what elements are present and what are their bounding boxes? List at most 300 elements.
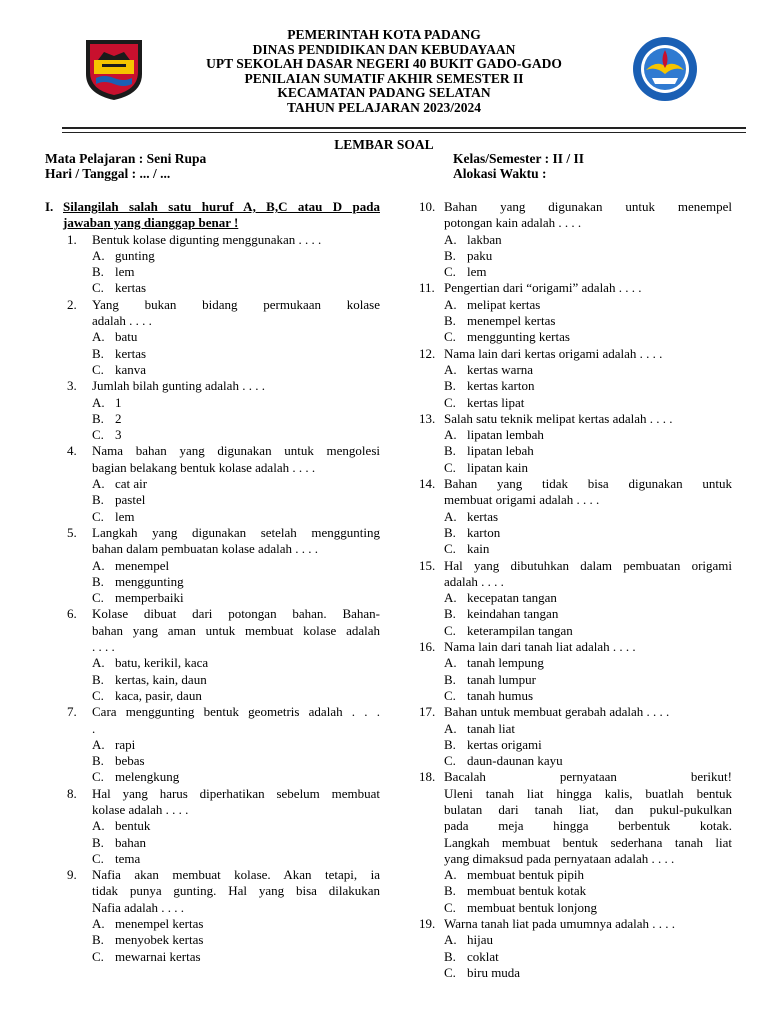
question-text: adalah . . . . [92,313,152,329]
question-number: 8. [67,785,77,801]
option-letter: C. [92,361,104,377]
option-text: memperbaiki [115,590,184,606]
question-text: Hal yang harus diperhatikan sebelum membuat [92,785,380,801]
option-letter: C. [92,508,104,524]
question-item [419,476,732,557]
question-line [419,280,732,296]
question-text: Nama bahan yang digunakan untuk mengolesi [92,443,380,459]
question-line [45,802,380,818]
option-text: menempel kertas [115,916,204,932]
answer-option [419,264,732,280]
option-letter: B. [92,264,104,280]
question-line [45,623,380,639]
option-letter: C. [444,329,456,345]
option-text: bahan [115,834,147,850]
question-text: yang dimaksud pada pernyataan adalah . . . . [444,850,675,866]
question-number: 4. [67,443,77,459]
answer-option [419,672,732,688]
option-letter: A. [92,916,105,932]
question-line [419,851,732,867]
option-text: menggunting [115,573,184,589]
question-line [419,818,732,834]
answer-option [45,427,380,443]
question-line [419,411,732,427]
question-text: Salah satu teknik melipat kertas adalah . . . . [444,410,673,426]
section-instruction-1: Silangilah salah satu huruf A, B,C atau D pada [63,199,380,214]
answer-option [45,558,380,574]
question-text: Nafia adalah . . . . [92,899,185,915]
question-line [45,883,380,899]
option-letter: C. [444,264,456,280]
question-number: 13. [419,410,436,426]
option-letter: B. [444,606,456,622]
question-item [419,199,732,280]
option-letter: B. [444,948,456,964]
option-text: batu, kerikil, kaca [115,655,209,671]
option-text: cat air [115,476,148,492]
answer-option [419,297,732,313]
answer-option [45,818,380,834]
answer-option [45,851,380,867]
question-item [45,378,380,443]
option-text: tema [115,850,141,866]
answer-option [45,769,380,785]
answer-option [419,655,732,671]
question-number: 1. [67,231,77,247]
answer-option [45,688,380,704]
question-text: adalah . . . . [444,573,504,589]
question-item [45,867,380,965]
header-line: TAHUN PELAJARAN 2023/2024 [286,99,481,115]
option-letter: B. [444,313,456,329]
question-text: Nafia akan membuat kolase. Akan tetapi, ia [92,867,380,883]
header-line: UPT SEKOLAH DASAR NEGERI 40 BUKIT GADO-GADO [206,56,562,72]
question-text: Nama lain dari kertas origami adalah . . . . [444,345,663,361]
option-text: bentuk [115,818,151,834]
option-text: pastel [115,492,146,508]
option-text: rapi [115,736,136,752]
question-text: Langkah membuat bentuk sederhana tanah liat [444,834,732,850]
option-text: menyobek kertas [115,932,204,948]
question-text: Uleni tanah liat hingga kalis, buatlah bentuk [444,785,732,801]
question-number: 2. [67,296,77,312]
question-text: Hal yang dibutuhkan dalam pembuatan origami [444,557,732,573]
answer-option [45,835,380,851]
option-letter: B. [92,671,104,687]
answer-option [45,574,380,590]
option-letter: A. [444,231,457,247]
question-number: 3. [67,378,77,394]
answer-option [45,280,380,296]
option-letter: C. [444,899,456,915]
question-text: kolase adalah . . . . [92,801,189,817]
option-text: kertas [467,508,499,524]
answer-option [419,900,732,916]
option-letter: A. [444,720,457,736]
question-item [45,232,380,297]
option-text: membuat bentuk pipih [467,867,584,883]
option-letter: A. [444,932,457,948]
option-letter: A. [92,394,105,410]
question-text: Nama lain dari tanah liat adalah . . . . [444,639,636,655]
sheet-title: LEMBAR SOAL [334,137,434,152]
question-line [45,297,380,313]
question-text: Yang bukan bidang permukaan kolase [92,296,380,312]
option-letter: C. [92,850,104,866]
option-letter: C. [444,964,456,980]
option-text: hijau [467,932,493,948]
option-text: lipatan lembah [467,427,544,443]
option-text: bebas [115,753,145,769]
subject-label: Mata Pelajaran : Seni Rupa [45,151,207,166]
option-text: tanah humus [467,687,534,703]
question-item [419,704,732,769]
option-letter: A. [92,476,105,492]
question-text: Kolase dibuat dari potongan bahan. Bahan- [92,606,380,622]
option-letter: A. [92,557,105,573]
answer-option [419,688,732,704]
question-line [45,606,380,622]
answer-option [45,362,380,378]
question-line [419,802,732,818]
question-item [419,639,732,704]
answer-option [45,737,380,753]
option-letter: B. [92,834,104,850]
question-text: potongan kain adalah . . . . [444,215,582,231]
answer-option [419,395,732,411]
header-line: PENILAIAN SUMATIF AKHIR SEMESTER II [244,70,524,86]
question-text: pada meja hingga berbentuk kotak. [444,818,732,834]
option-letter: A. [444,296,457,312]
option-text: karton [467,524,501,540]
option-text: kertas warna [467,361,534,377]
answer-option [419,378,732,394]
option-text: coklat [467,948,499,964]
option-text: membuat bentuk lonjong [467,899,597,915]
question-number: 17. [419,704,436,720]
question-text: Jumlah bilah gunting adalah . . . . [92,378,265,394]
answer-option [45,264,380,280]
question-line [45,786,380,802]
answer-option [45,949,380,965]
left-column [45,199,380,965]
option-text: 1 [115,394,122,410]
question-text: Bahan yang tidak bisa digunakan untuk [444,476,732,492]
option-text: daun-daunan kayu [467,753,563,769]
option-letter: B. [92,492,104,508]
answer-option [45,672,380,688]
question-number: 11. [419,280,435,296]
question-line [419,704,732,720]
option-letter: C. [92,769,104,785]
answer-option [419,623,732,639]
question-item [45,786,380,867]
question-line [419,574,732,590]
answer-option [45,476,380,492]
option-text: melipat kertas [467,296,541,312]
question-line [419,769,732,785]
answer-option [419,883,732,899]
question-number: 12. [419,345,436,361]
answer-option [419,932,732,948]
answer-option [419,443,732,459]
option-text: kertas lipat [467,394,525,410]
option-text: tanah liat [467,720,516,736]
option-letter: A. [444,361,457,377]
option-letter: C. [92,280,104,296]
option-letter: B. [92,345,104,361]
answer-option [419,248,732,264]
option-letter: B. [92,932,104,948]
option-letter: A. [444,590,457,606]
question-text: Warna tanah liat pada umumnya adalah . . . . [444,916,676,932]
option-text: kaca, pasir, daun [115,687,202,703]
question-item [45,297,380,378]
answer-option [419,232,732,248]
question-line [45,232,380,248]
answer-option [419,329,732,345]
question-text: tidak punya gunting. Hal yang bisa dilakukan [92,883,380,899]
question-text: bagian belakang bentuk kolase adalah . . . . [92,459,316,475]
question-line [419,199,732,215]
question-text: bulatan dari tanah liat, dan pukul-pukulkan [444,801,732,817]
question-text: Langkah yang digunakan setelah menggunting [92,524,380,540]
header-divider-thick [62,127,746,129]
option-text: keindahan tangan [467,606,559,622]
right-column [419,199,732,981]
option-text: 3 [115,427,122,443]
option-text: paku [467,247,493,263]
answer-option [45,248,380,264]
question-number: 6. [67,606,77,622]
answer-option [419,721,732,737]
option-text: kertas, kain, daun [115,671,207,687]
option-text: kertas origami [467,736,542,752]
answer-option [419,949,732,965]
question-text: Cara menggunting bentuk geometris adalah . . . [92,704,380,720]
option-text: kertas karton [467,378,535,394]
option-text: lipatan kain [467,459,529,475]
option-text: lem [115,508,135,524]
answer-option [45,411,380,427]
option-letter: C. [92,590,104,606]
option-text: lipatan lebah [467,443,534,459]
question-line [45,900,380,916]
answer-option [45,916,380,932]
option-text: lem [115,264,135,280]
question-text: Bahan yang digunakan untuk menempel [444,199,732,214]
option-text: gunting [115,247,155,263]
answer-option [45,395,380,411]
option-text: batu [115,329,138,345]
option-letter: A. [92,655,105,671]
question-line [45,541,380,557]
question-number: 5. [67,524,77,540]
option-letter: A. [444,508,457,524]
question-text: Bacalah pernyataan berikut! [444,769,732,785]
question-line [419,346,732,362]
question-line [45,313,380,329]
question-item [419,346,732,411]
option-text: mewarnai kertas [115,948,201,964]
option-text: menempel [115,557,170,573]
question-text: . . . . [92,639,115,655]
question-item [419,411,732,476]
option-letter: C. [444,753,456,769]
option-text: menggunting kertas [467,329,570,345]
answer-option [45,492,380,508]
option-letter: C. [444,622,456,638]
question-line [419,835,732,851]
option-text: biru muda [467,964,521,980]
option-letter: C. [444,459,456,475]
question-text: bahan dalam pembuatan kolase adalah . . . . [92,541,318,557]
question-number: 19. [419,916,436,932]
option-letter: B. [444,247,456,263]
option-letter: A. [444,427,457,443]
answer-option [419,737,732,753]
option-letter: A. [92,818,105,834]
option-letter: B. [444,378,456,394]
answer-option [45,932,380,948]
question-line [45,525,380,541]
option-letter: A. [92,247,105,263]
question-line [45,378,380,394]
answer-option [45,329,380,345]
date-label: Hari / Tanggal : ... / ... [45,166,171,181]
section-heading [45,199,380,215]
question-number: 10. [419,199,436,214]
question-number: 9. [67,867,77,883]
option-text: membuat bentuk kotak [467,883,587,899]
option-letter: B. [92,573,104,589]
question-line [45,704,380,720]
section-heading-cont [45,215,380,231]
header-line: PEMERINTAH KOTA PADANG [287,27,481,42]
answer-option [45,753,380,769]
option-letter: B. [444,736,456,752]
option-letter: C. [444,687,456,703]
answer-option [45,346,380,362]
question-line [45,443,380,459]
answer-option [45,655,380,671]
option-letter: B. [444,443,456,459]
question-text: Bahan untuk membuat gerabah adalah . . . . [444,704,670,720]
answer-option [419,525,732,541]
option-letter: C. [444,541,456,557]
answer-option [419,753,732,769]
option-letter: C. [92,687,104,703]
option-text: lakban [467,231,502,247]
letterhead [0,28,768,116]
question-line [45,460,380,476]
answer-option [419,313,732,329]
option-text: keterampilan tangan [467,622,573,638]
question-line [419,786,732,802]
question-item [45,525,380,606]
question-text: membuat origami adalah . . . . [444,492,600,508]
question-text: Pengertian dari “origami” adalah . . . . [444,280,642,296]
option-letter: C. [444,394,456,410]
question-line [45,867,380,883]
answer-option [419,965,732,981]
question-line [419,215,732,231]
section-numeral: I. [45,199,54,214]
option-text: tanah lumpur [467,671,536,687]
header-divider-thin [62,132,746,133]
question-line [419,492,732,508]
option-letter: C. [92,427,104,443]
option-letter: B. [92,753,104,769]
question-number: 7. [67,704,77,720]
answer-option [45,590,380,606]
option-text: lem [467,264,487,280]
option-text: tanah lempung [467,655,544,671]
option-letter: C. [92,948,104,964]
question-text: . [92,720,96,736]
answer-option [419,590,732,606]
question-item [419,916,732,981]
question-line [419,558,732,574]
answer-option [419,362,732,378]
question-item [45,606,380,704]
question-item [419,558,732,639]
answer-option [419,460,732,476]
question-text: Bentuk kolase digunting menggunakan . . . . [92,231,322,247]
option-letter: A. [92,736,105,752]
question-number: 16. [419,639,436,655]
section-instruction-2: jawaban yang dianggap benar ! [63,215,239,231]
option-letter: A. [444,867,457,883]
option-text: menempel kertas [467,313,556,329]
answer-option [45,509,380,525]
option-letter: B. [92,410,104,426]
question-number: 15. [419,557,436,573]
question-number: 18. [419,769,436,785]
option-text: kertas [115,280,147,296]
question-text: bahan yang aman untuk membuat kolase adalah [92,622,380,638]
question-line [45,721,380,737]
option-text: melengkung [115,769,180,785]
header-line: DINAS PENDIDIKAN DAN KEBUDAYAAN [252,41,516,57]
answer-option [419,541,732,557]
option-text: kecepatan tangan [467,590,557,606]
question-number: 14. [419,476,436,492]
question-item [419,280,732,345]
option-letter: B. [444,883,456,899]
header-line: KECAMATAN PADANG SELATAN [277,85,491,101]
question-item [45,704,380,785]
option-text: kanva [115,361,147,377]
answer-option [419,509,732,525]
option-letter: A. [92,329,105,345]
time-label: Alokasi Waktu : [453,166,547,181]
question-line [419,476,732,492]
option-text: kertas [115,345,147,361]
option-text: kain [467,541,490,557]
option-text: 2 [115,410,122,426]
question-item [419,769,732,916]
answer-option [419,606,732,622]
question-line [419,639,732,655]
question-line [419,916,732,932]
question-line [45,639,380,655]
answer-option [419,427,732,443]
answer-option [419,867,732,883]
option-letter: A. [444,655,457,671]
question-item [45,443,380,524]
option-letter: B. [444,524,456,540]
